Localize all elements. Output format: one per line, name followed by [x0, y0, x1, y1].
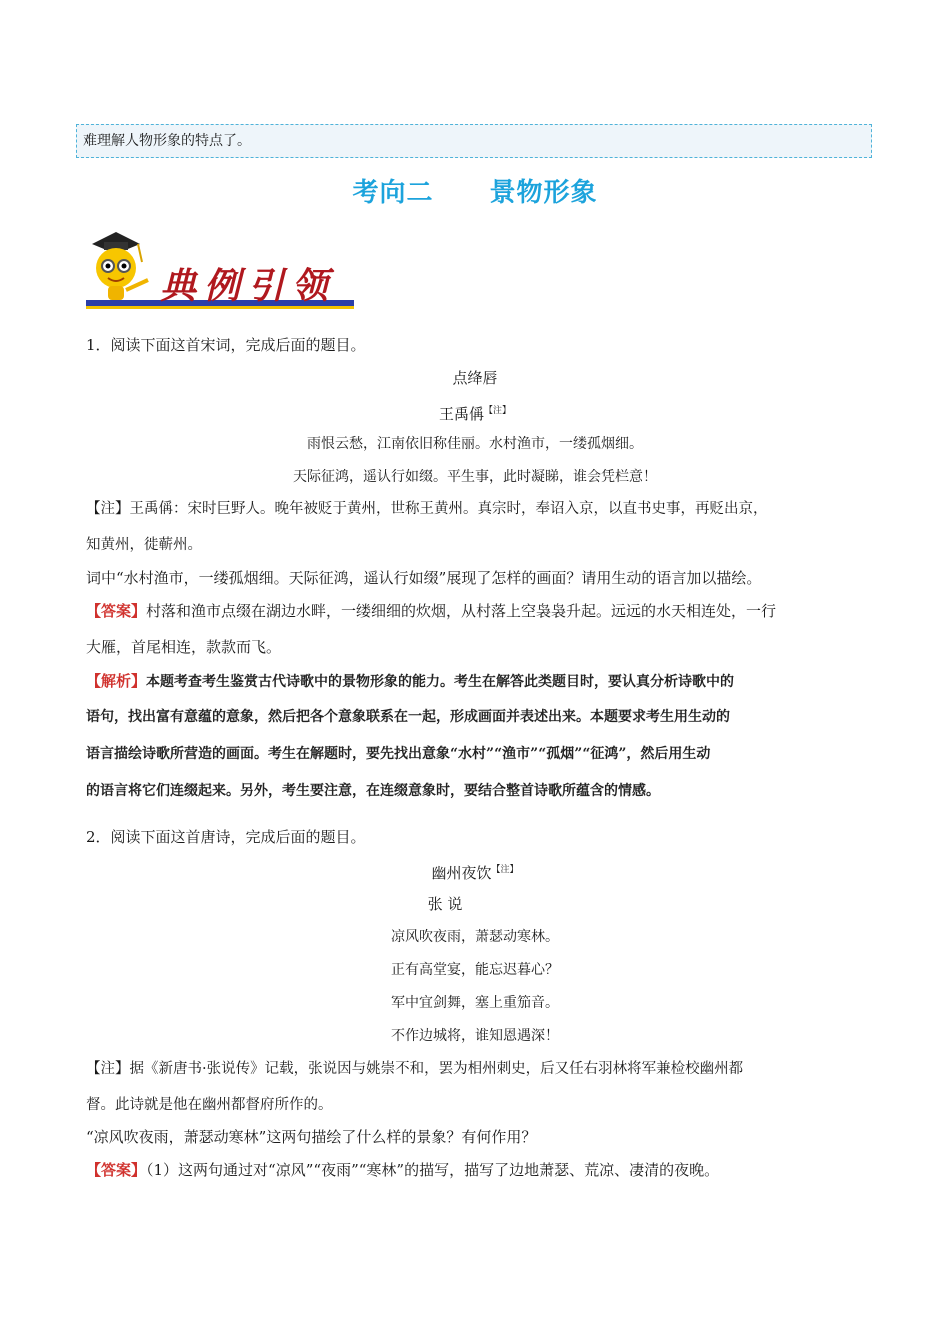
q2-poem-title: 幽州夜饮 [431, 864, 492, 882]
q1-analysis-label: 【解析】 [86, 672, 147, 690]
top-note-text: 难理解人物形象的特点了。 [83, 133, 251, 149]
q1-poem-line-2: 天际征鸿，遥认行如缀。平生事，此时凝睇，谁会凭栏意！ [293, 469, 657, 485]
q2-note-line-1 [86, 1058, 743, 1080]
q1-author-note: 【注】 [484, 406, 512, 416]
q2-answer-text-1: （1）这两句通过对“凉风”“夜雨”“寒林”的描写，描写了边地萧瑟、荒凉、凄清的夜晚。 [146, 1161, 720, 1179]
q1-analysis-text-1: 本题考查考生鉴赏古代诗歌中的景物形象的能力。考生在解答此类题目时，要认真分析诗歌中的 [146, 674, 735, 690]
q1-prompt: 1．阅读下面这首宋词，完成后面的题目。 [86, 336, 366, 354]
section-title-b: 景物形象 [489, 178, 598, 208]
q2-question: “凉风吹夜雨，萧瑟动寒林”这两句描绘了什么样的景象？有何作用？ [86, 1128, 537, 1146]
q1-analysis-line-3: 语言描绘诗歌所营造的画面。考生在解题时，要先找出意象“水村”“渔市”“孤烟”“征鸿”，然后用生动 [86, 746, 711, 762]
q1-note-label: 【注】 [86, 501, 130, 517]
banner-text: 典例引领 [160, 265, 337, 307]
q2-poem-line-2: 正有高堂宴，能忘迟暮心？ [391, 962, 559, 978]
section-title [0, 172, 950, 209]
q2-answer-line-1 [86, 1159, 719, 1181]
q1-analysis-line-2: 语句，找出富有意蕴的意象，然后把各个意象联系在一起，形成画面并表述出来。本题要求考生用生动的 [86, 709, 730, 725]
q2-author: 张 说 [427, 895, 463, 913]
q1-answer-label: 【答案】 [86, 602, 147, 620]
q2-poem-line-1: 凉风吹夜雨，萧瑟动寒林。 [391, 929, 559, 945]
q1-note-line-2: 知黄州，徙蕲州。 [86, 537, 202, 553]
q1-question: 词中“水村渔市，一缕孤烟细。天际征鸿，遥认行如缀”展现了怎样的画面？请用生动的语言加以描绘。 [86, 569, 762, 587]
q1-poem-title: 点绛唇 [452, 369, 498, 387]
q2-note-label: 【注】 [86, 1061, 130, 1077]
q1-analysis-line-1 [86, 670, 734, 693]
q2-prompt: 2．阅读下面这首唐诗，完成后面的题目。 [86, 828, 366, 846]
q1-note-line-1 [86, 498, 768, 520]
q2-title-note: 【注】 [491, 865, 519, 875]
q1-author: 王禹偁 [438, 405, 484, 423]
q1-analysis-line-4: 的语言将它们连缀起来。另外，考生要注意，在连缀意象时，要结合整首诗歌所蕴含的情感。 [86, 783, 660, 799]
q1-answer-line-1 [86, 600, 776, 622]
q1-author-line [0, 400, 950, 425]
q2-poem-title-line [0, 859, 950, 884]
q2-poem-line-3: 军中宜剑舞，塞上重笳音。 [391, 995, 559, 1011]
q1-answer-line-2: 大雁，首尾相连，款款而飞。 [86, 638, 282, 656]
top-note-box [76, 124, 872, 158]
q2-answer-label: 【答案】 [86, 1161, 147, 1179]
q2-poem-line-4: 不作边城将，谁知恩遇深！ [391, 1028, 559, 1044]
q2-note-line-2: 督。此诗就是他在幽州都督府所作的。 [86, 1097, 333, 1113]
q2-note-text-1: 据《新唐书·张说传》记载，张说因与姚崇不和，罢为相州刺史，后又任右羽林将军兼检校幽州都 [129, 1061, 744, 1077]
q1-poem-line-1: 雨恨云愁，江南依旧称佳丽。水村渔市，一缕孤烟细。 [307, 436, 643, 452]
q1-answer-text-1: 村落和渔市点缀在湖边水畔，一缕细细的炊烟，从村落上空袅袅升起。远远的水天相连处，一行 [146, 602, 777, 620]
q1-note-text-1: 王禹偁：宋时巨野人。晚年被贬于黄州，世称王黄州。真宗时，奉诏入京，以直书史事，再贬出京， [129, 501, 768, 517]
section-title-a: 考向二 [352, 178, 434, 208]
mascot-icon [92, 232, 148, 300]
